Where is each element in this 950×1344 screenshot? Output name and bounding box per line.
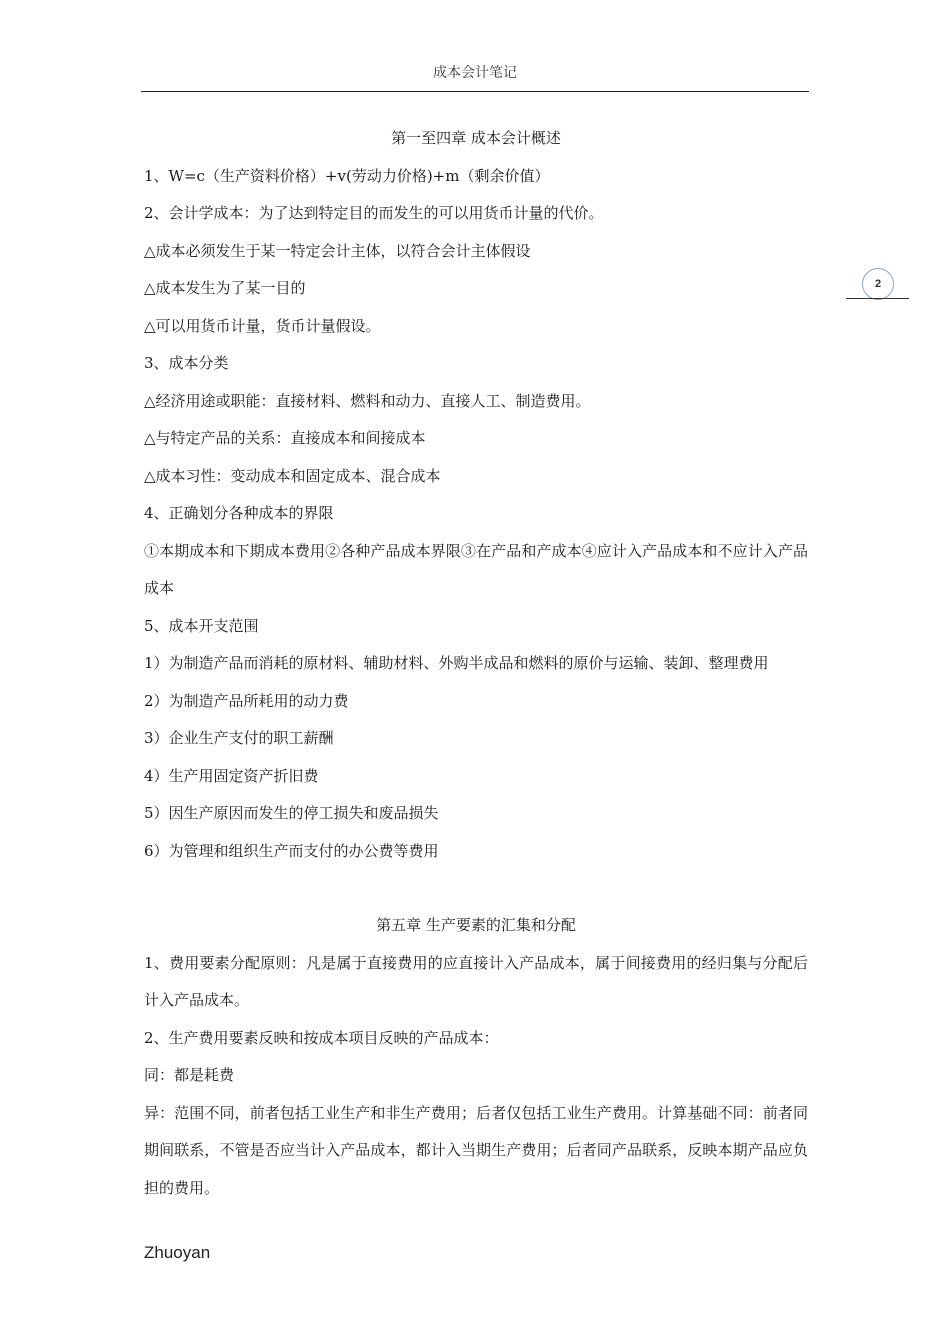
paragraph: △经济用途或职能：直接材料、燃料和动力、直接人工、制造费用。 (144, 391, 591, 410)
paragraph: 异：范围不同，前者包括工业生产和非生产费用；后者仅包括工业生产费用。计算基础不同：前者同期间联系，不管是否应当计入产品成本，都计入当期生产费用；后者同产品联系，反映本期产品应负担的费用。 (144, 1103, 808, 1197)
paragraph: 6）为管理和组织生产而支付的办公费等费用 (144, 841, 439, 860)
paragraph: 3）企业生产支付的职工薪酬 (144, 729, 334, 747)
paragraph: △可以用货币计量，货币计量假设。 (144, 316, 381, 335)
section-spacer (144, 870, 808, 907)
paragraph: 1、W=c（生产资料价格）+v(劳动力价格)+m（剩余价值） (144, 166, 550, 185)
paragraph: 1、费用要素分配原则：凡是属于直接费用的应直接计入产品成本，属于间接费用的经归集与分配后计入产品成本。 (144, 953, 808, 1009)
paragraph: 3、成本分类 (144, 354, 229, 372)
paragraph: 2、生产费用要素反映和按成本项目反映的产品成本： (144, 1028, 499, 1047)
paragraph: △成本习性：变动成本和固定成本、混合成本 (144, 466, 441, 485)
footer-author: Zhuoyan (144, 1243, 211, 1262)
paragraph: ①本期成本和下期成本费用②各种产品成本界限③在产品和产成本④应计入产品成本和不应计入产品成本 (144, 541, 808, 597)
paragraph: 4、正确划分各种成本的界限 (144, 504, 334, 522)
page-number-badge: 2 (862, 268, 894, 300)
paragraph: 同：都是耗费 (144, 1066, 235, 1084)
paragraph: △成本必须发生于某一特定会计主体，以符合会计主体假设 (144, 241, 531, 260)
paragraph: 1）为制造产品而消耗的原材料、辅助材料、外购半成品和燃料的原价与运输、装卸、整理费用 (144, 654, 769, 672)
header-divider (141, 91, 809, 92)
paragraph: 2、会计学成本：为了达到特定目的而发生的可以用货币计量的代价。 (144, 204, 604, 222)
paragraph: 5、成本开支范围 (144, 616, 259, 635)
section-heading: 第一至四章 成本会计概述 (391, 129, 561, 147)
paragraph: △成本发生为了某一目的 (144, 279, 306, 297)
paragraph: △与特定产品的关系：直接成本和间接成本 (144, 429, 426, 447)
document-body (144, 120, 808, 1207)
page-number-divider (846, 298, 909, 299)
section-heading: 第五章 生产要素的汇集和分配 (376, 916, 576, 934)
page-header-title: 成本会计笔记 (433, 65, 517, 81)
paragraph: 2）为制造产品所耗用的动力费 (144, 691, 349, 710)
paragraph: 4）生产用固定资产折旧费 (144, 766, 319, 785)
paragraph: 5）因生产原因而发生的停工损失和废品损失 (144, 804, 439, 822)
